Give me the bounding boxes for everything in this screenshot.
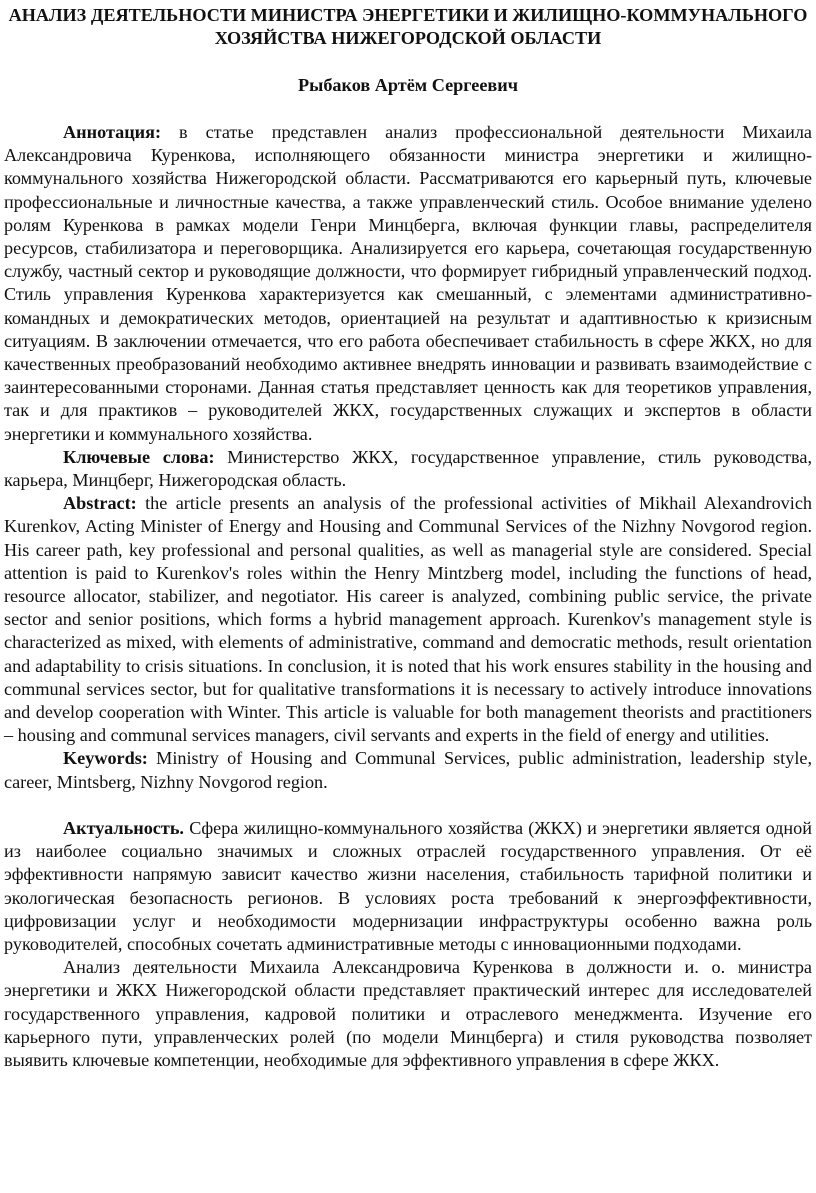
relevance-label: Актуальность. [63, 817, 184, 838]
keywords-ru-label: Ключевые слова: [63, 446, 215, 467]
keywords-en-text: Ministry of Housing and Communal Services, public administration, leadership style, career, Mintsberg, Nizhny Novgorod region. [4, 748, 812, 792]
relevance-text: Сфера жилищно-коммунального хозяйства (ЖКХ) и энергетики является одной из наиболее социально значимых и сложных отраслей государственного управления. От её эффективности напрямую зависит качество жизни населения, стабильность тарифной политики и экологическая безопасность регионов. В условиях роста требований к энергоэффективности, цифровизации услуг и необходимости модернизации инфраструктуры особенно важна роль руководителей, способных сочетать административные методы с инновационными подходами. [4, 817, 812, 954]
body-paragraph-2: Анализ деятельности Михаила Александровича Куренкова в должности и. о. министра энергетики и ЖКХ Нижегородской области представляет практический интерес для исследователей государственного управления, кадровой политики и отраслевого менеджмента. Изучение его карьерного пути, управленческих ролей (по модели Минцберга) и стиля руководства позволяет выявить ключевые компетенции, необходимые для эффективного управления в сфере ЖКХ. [4, 957, 812, 1070]
annotation-label: Аннотация: [63, 122, 162, 142]
keywords-ru-text: Министерство ЖКХ, государственное управление, стиль руководства, карьера, Минцберг, Нижегородская область. [4, 446, 812, 491]
author-name: Рыбаков Артём Сергеевич [298, 75, 518, 95]
relevance-paragraph [4, 817, 812, 956]
section-spacer [4, 794, 812, 817]
abstract-en-paragraph [4, 492, 812, 747]
keywords-en-label: Keywords: [63, 748, 148, 769]
annotation-text: в статье представлен анализ профессиональной деятельности Михаила Александровича Куренкова, исполняющего обязанности министра энергетики и жилищно-коммунального хозяйства Нижегородской области. Рассматриваются его карьерный путь, ключевые профессиональные и личностные качества, а также управленческий стиль. Особое внимание уделено ролям Куренкова в рамках модели Генри Минцберга, включая функции главы, распределителя ресурсов, стабилизатора и переговорщика. Анализируется его карьера, сочетающая государственную службу, частный сектор и руководящие должности, что формирует гибридный управленческий подход. Стиль управления Куренкова характеризуется как смешанный, с элементами административно-командных и демократических методов, ориентацией на результат и адаптивностью к кризисным ситуациям. В заключении отмечается, что его работа обеспечивает стабильность в сфере ЖКХ, но для качественных преобразований необходимо активнее внедрять инновации и развивать взаимодействие с заинтересованными сторонами. Данная статья представляет ценность как для теоретиков управления, так и для практиков – руководителей ЖКХ, государственных служащих и экспертов в области энергетики и коммунального хозяйства. [4, 122, 812, 444]
keywords-ru-paragraph [4, 446, 812, 492]
keywords-en-paragraph [4, 747, 812, 793]
article-title: АНАЛИЗ ДЕЯТЕЛЬНОСТИ МИНИСТРА ЭНЕРГЕТИКИ И ЖИЛИЩНО-КОММУНАЛЬНОГО ХОЗЯЙСТВА НИЖЕГОРОДСКОЙ ОБЛАСТИ [8, 5, 808, 48]
abstract-en-text: the article presents an analysis of the professional activities of Mikhail Alexandrovich Kurenkov, Acting Minister of Energy and Housing and Communal Services of the Nizhny Novgorod region. His career path, key professional and personal qualities, as well as managerial style are considered. Special attention is paid to Kurenkov's roles within the Henry Mintzberg model, including the functions of head, resource allocator, stabilizer, and negotiator. His career is analyzed, combining public service, the private sector and senior positions, which forms a hybrid management approach. Kurenkov's management style is characterized as mixed, with elements of administrative, command and democratic methods, result orientation and adaptability to crisis situations. In conclusion, it is noted that his work ensures stability in the housing and communal services sector, but for qualitative transformations it is necessary to actively introduce innovations and develop cooperation with Winter. This article is valuable for both management theorists and practitioners – housing and communal services managers, civil servants and experts in the field of energy and utilities. [4, 493, 812, 746]
abstract-en-label: Abstract: [63, 493, 137, 514]
annotation-paragraph [4, 121, 812, 446]
